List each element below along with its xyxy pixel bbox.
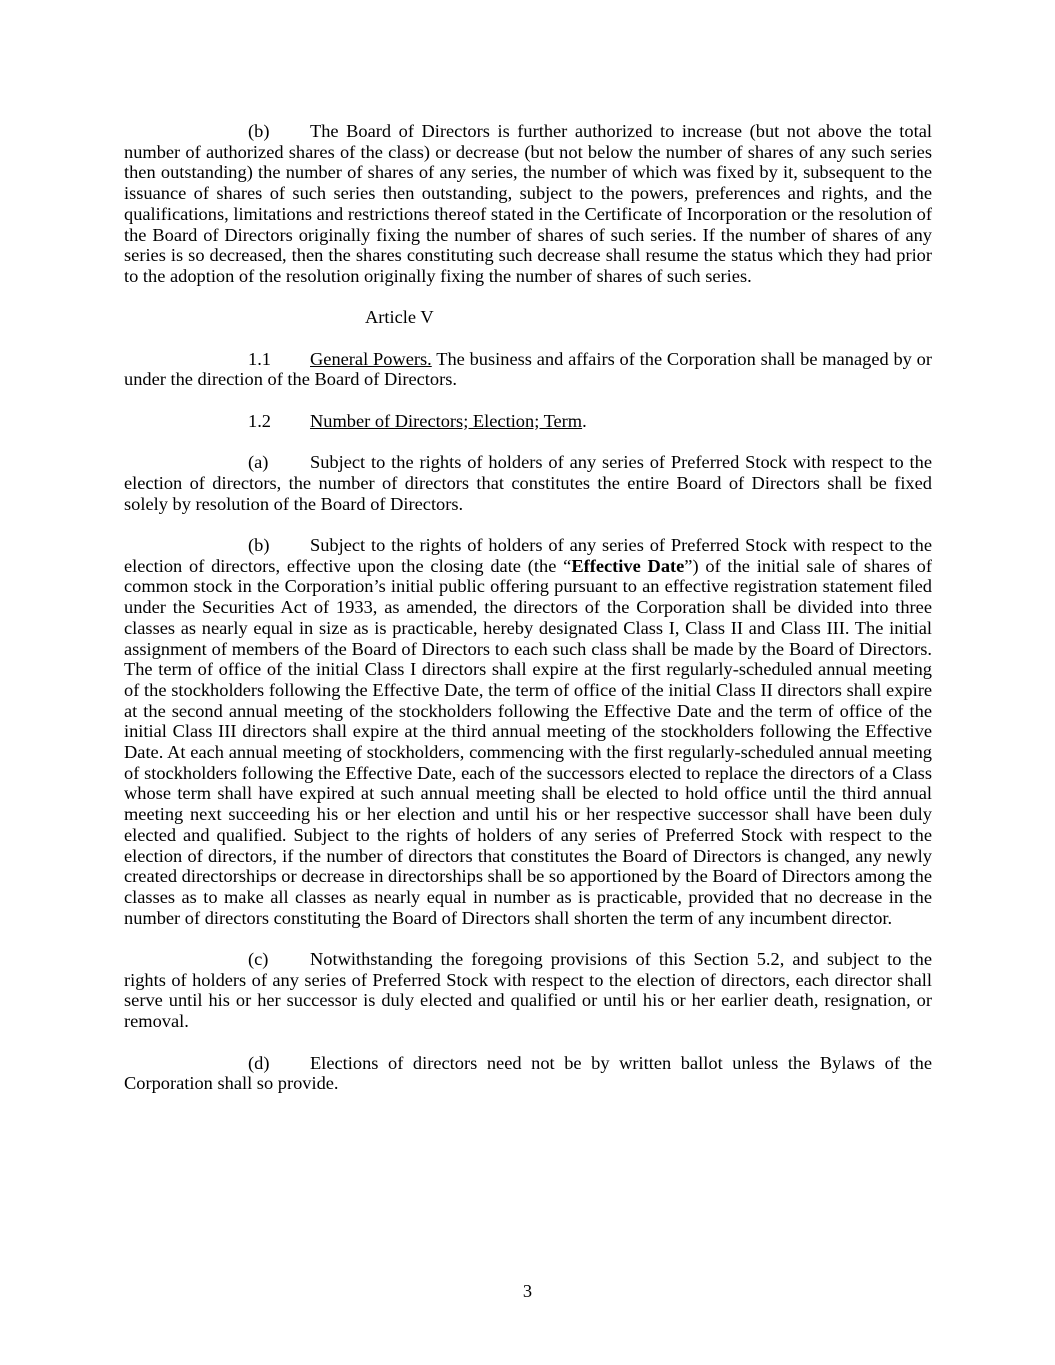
paragraph-text: Subject to the rights of holders of any series of Preferred Stock with respect to the election of directors, the number of directors that constitutes the entire Board of Directors shall be fixed solely by resolution of the Board of Directors.	[124, 452, 932, 514]
paragraph-c-term-of-service	[124, 949, 932, 1032]
section-number: 1.1	[248, 348, 271, 369]
section-title: Number of Directors; Election; Term	[310, 410, 583, 431]
section-text: The business and affairs of the Corporation shall be managed by or under the direction of the Board of Directors.	[124, 348, 932, 390]
paragraph-b-share-adjustment	[124, 121, 932, 287]
paragraph-label: (d)	[248, 1052, 270, 1073]
paragraph-label: (b)	[248, 121, 270, 141]
paragraph-text: Notwithstanding the foregoing provisions of this Section 5.2, and subject to the rights of holders of any series of Preferred Stock with respect to the election of directors, each director shall serve until his or her successor is duly elected and qualified or until his or her earlier death, resignation, or removal.	[124, 949, 932, 1032]
document-page	[124, 121, 932, 1115]
paragraph-d-ballot	[124, 1053, 932, 1094]
paragraph-text: Subject to the rights of holders of any series of Preferred Stock with respect to the election of directors, effective upon the closing date (the “	[124, 534, 932, 576]
defined-term-effective-date: Effective Date	[571, 555, 685, 576]
paragraph-a-number-of-directors	[124, 452, 932, 514]
paragraph-label: (c)	[248, 949, 269, 970]
article-heading: Article V	[365, 307, 434, 328]
paragraph-text-continued: ”) of the initial sale of shares of common stock in the Corporation’s initial public offering pursuant to an effective registration statement filed under the Securities Act of 1933, as amended, the directors of the Corporation shall be divided into three classes as nearly equal in size as is practicable, hereby designated Class I, Class II and Class III. The initial assignment of members of the Board of Directors to each such class shall be made by the Board of Directors. The term of office of the initial Class I directors shall expire at the first regularly-scheduled annual meeting of the stockholders following the Effective Date, the term of office of the initial Class II directors shall expire at the second annual meeting of the stockholders following the Effective Date and the term of office of the initial Class III directors shall expire at the third annual meeting of the stockholders following the Effective Date. At each annual meeting of stockholders, commencing with the first regularly-scheduled annual meeting of stockholders following the Effective Date, each of the successors elected to replace the directors of a Class whose term shall have expired at such annual meeting shall be elected to hold office until the third annual meeting next succeeding his or her election and until his or her respective successor shall have been duly elected and qualified. Subject to the rights of holders of any series of Preferred Stock with respect to the election of directors, if the number of directors that constitutes the Board of Directors is changed, any newly created directorships or decrease in directorships shall be so apportioned by the Board of Directors among the classes as to make all classes as nearly equal in number as is practicable, provided that no decrease in the number of directors constituting the Board of Directors shall shorten the term of any incumbent director.	[124, 555, 932, 928]
paragraph-label: (a)	[248, 452, 269, 473]
section-title: General Powers.	[310, 348, 432, 369]
paragraph-label: (b)	[248, 534, 270, 555]
section-1-2	[124, 411, 932, 432]
page-number: 3	[522, 1281, 533, 1301]
section-number: 1.2	[248, 410, 271, 431]
paragraph-text: The Board of Directors is further authorized to increase (but not above the total number of authorized shares of the class) or decrease (but not below the number of shares of any such series then outstanding) the number of shares of any series, the number of which was fixed by it, subsequent to the issuance of shares of such series then outstanding, subject to the powers, preferences and rights, and the qualifications, limitations and restrictions thereof stated in the Certificate of Incorporation or the resolution of the Board of Directors originally fixing the number of shares of such series. If the number of shares of any series is so decreased, then the shares constituting such decrease shall resume the status which they had prior to the adoption of the resolution originally fixing the number of shares of such series.	[124, 121, 932, 286]
section-title-tail: .	[582, 410, 587, 431]
section-1-1	[124, 349, 932, 390]
paragraph-b-classified-board	[124, 535, 932, 928]
paragraph-text: Elections of directors need not be by written ballot unless the Bylaws of the Corporation shall so provide.	[124, 1052, 932, 1094]
